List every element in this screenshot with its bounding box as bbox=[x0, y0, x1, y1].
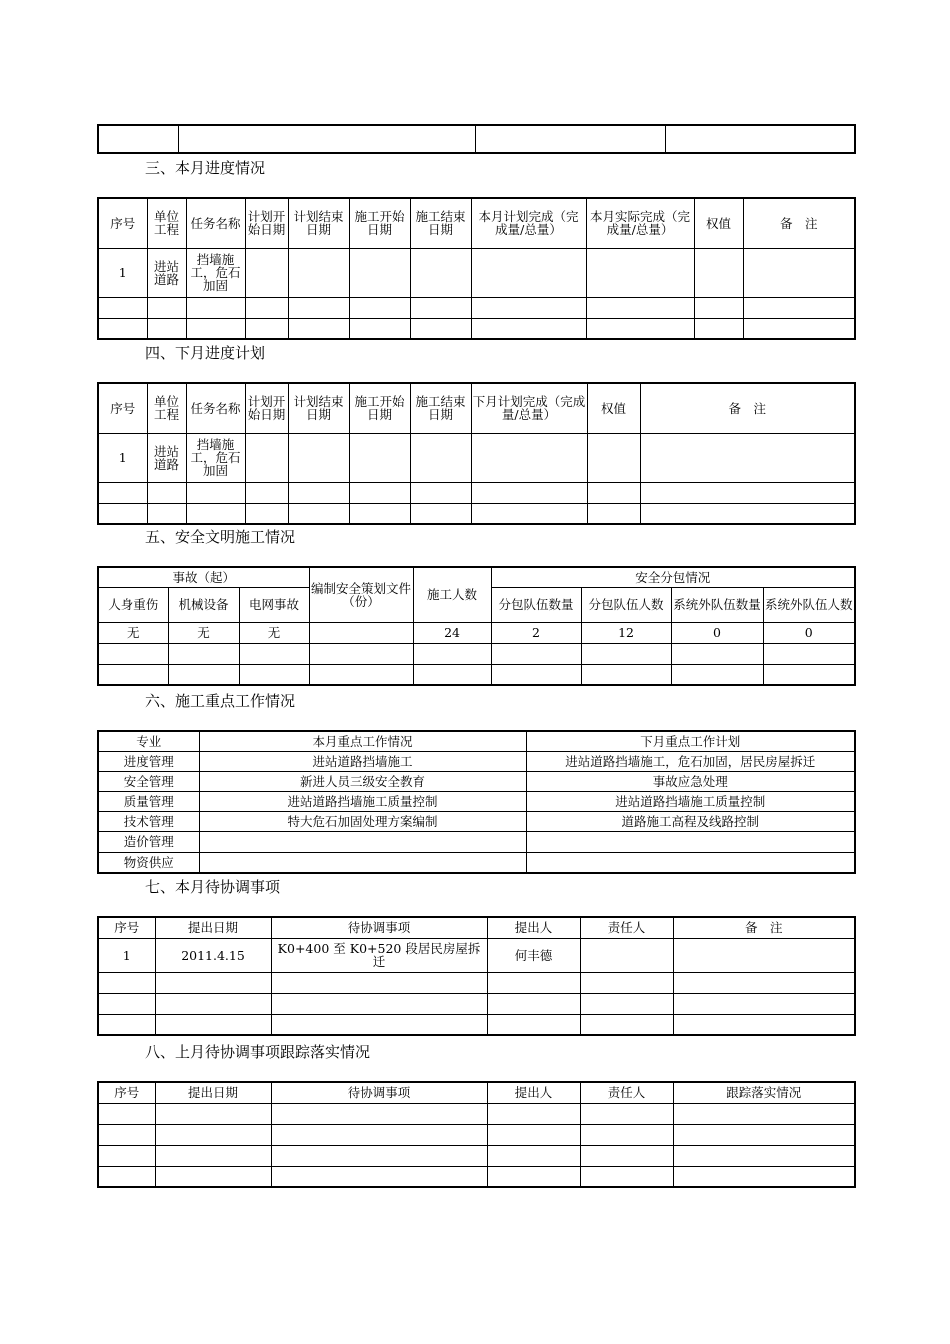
section-title-coordination: 七、本月待协调事项 bbox=[145, 878, 281, 896]
header-cell: 计划开始日期 bbox=[245, 198, 288, 248]
table-cell bbox=[694, 248, 743, 297]
header-cell: 分包队伍数量 bbox=[491, 587, 581, 622]
table-cell: 进站道路 bbox=[147, 433, 186, 482]
header-cell: 本月实际完成（完成量/总量） bbox=[586, 198, 694, 248]
table-cell: K0+400 至 K0+520 段居民房屋拆迁 bbox=[271, 938, 487, 972]
header-cell: 提出人 bbox=[487, 917, 580, 938]
table-cell: 进站道路挡墙施工质量控制 bbox=[526, 791, 855, 811]
header-cell: 权值 bbox=[587, 383, 640, 433]
header-cell: 备 注 bbox=[673, 917, 855, 938]
table-cell: 物资供应 bbox=[98, 852, 199, 873]
table-cell bbox=[98, 125, 178, 153]
progress-this-month-table bbox=[97, 197, 856, 340]
section-title-progress: 三、本月进度情况 bbox=[145, 159, 266, 177]
table-cell: 挡墙施工，危石加固 bbox=[186, 248, 245, 297]
header-cell: 施工人数 bbox=[413, 567, 491, 622]
table-cell bbox=[199, 852, 526, 873]
table-cell: 技术管理 bbox=[98, 811, 199, 831]
table-cell bbox=[410, 433, 471, 482]
header-cell: 责任人 bbox=[580, 917, 673, 938]
table-cell bbox=[410, 248, 471, 297]
table-cell bbox=[309, 622, 413, 643]
header-cell: 提出人 bbox=[487, 1082, 580, 1103]
header-cell: 专业 bbox=[98, 731, 199, 751]
table-cell: 造价管理 bbox=[98, 831, 199, 852]
table-cell bbox=[580, 938, 673, 972]
table-cell bbox=[665, 125, 855, 153]
top-continuation-table bbox=[97, 124, 856, 154]
header-cell: 施工开始日期 bbox=[349, 198, 410, 248]
table-cell: 挡墙施工，危石加固 bbox=[186, 433, 245, 482]
table-cell bbox=[640, 433, 855, 482]
header-cell: 施工开始日期 bbox=[349, 383, 410, 433]
header-cell: 序号 bbox=[98, 198, 147, 248]
table-cell: 安全管理 bbox=[98, 771, 199, 791]
table-cell: 2011.4.15 bbox=[155, 938, 271, 972]
table-cell: 事故应急处理 bbox=[526, 771, 855, 791]
header-cell: 计划开始日期 bbox=[245, 383, 288, 433]
table-cell bbox=[743, 248, 855, 297]
table-cell: 进站道路挡墙施工，危石加固，居民房屋拆迁 bbox=[526, 751, 855, 771]
header-cell: 待协调事项 bbox=[271, 1082, 487, 1103]
header-cell: 责任人 bbox=[580, 1082, 673, 1103]
table-cell: 进站道路 bbox=[147, 248, 186, 297]
table-cell: 1 bbox=[98, 938, 155, 972]
table-cell: 0 bbox=[763, 622, 855, 643]
key-work-table bbox=[97, 730, 856, 874]
header-cell: 序号 bbox=[98, 917, 155, 938]
table-cell bbox=[178, 125, 475, 153]
header-cell: 单位工程 bbox=[147, 383, 186, 433]
table-cell bbox=[526, 852, 855, 873]
table-cell bbox=[199, 831, 526, 852]
header-cell: 备 注 bbox=[640, 383, 855, 433]
table-cell: 无 bbox=[168, 622, 239, 643]
table-cell bbox=[349, 248, 410, 297]
table-cell bbox=[349, 433, 410, 482]
table-cell: 道路施工高程及线路控制 bbox=[526, 811, 855, 831]
table-cell bbox=[471, 433, 587, 482]
header-cell: 权值 bbox=[694, 198, 743, 248]
header-cell: 跟踪落实情况 bbox=[673, 1082, 855, 1103]
table-cell: 0 bbox=[671, 622, 763, 643]
coordination-table bbox=[97, 916, 856, 1036]
header-cell: 本月重点工作情况 bbox=[199, 731, 526, 751]
table-cell bbox=[587, 433, 640, 482]
section-title-plan: 四、下月进度计划 bbox=[145, 344, 266, 362]
table-cell bbox=[475, 125, 665, 153]
header-cell: 施工结束日期 bbox=[410, 198, 471, 248]
header-cell: 备 注 bbox=[743, 198, 855, 248]
table-cell bbox=[288, 433, 349, 482]
header-cell: 下月计划完成（完成量/总量） bbox=[471, 383, 587, 433]
table-cell: 进站道路挡墙施工 bbox=[199, 751, 526, 771]
header-cell: 序号 bbox=[98, 383, 147, 433]
header-cell: 任务名称 bbox=[186, 198, 245, 248]
table-cell: 1 bbox=[98, 248, 147, 297]
table-cell bbox=[245, 433, 288, 482]
header-cell: 编制安全策划文件（份） bbox=[309, 567, 413, 622]
table-cell: 无 bbox=[239, 622, 309, 643]
header-cell: 事故（起） bbox=[98, 567, 309, 587]
table-cell: 24 bbox=[413, 622, 491, 643]
table-cell bbox=[288, 248, 349, 297]
header-cell: 序号 bbox=[98, 1082, 155, 1103]
table-cell: 何丰德 bbox=[487, 938, 580, 972]
safety-table bbox=[97, 566, 856, 686]
header-cell: 人身重伤 bbox=[98, 587, 168, 622]
section-title-safety: 五、安全文明施工情况 bbox=[145, 528, 296, 546]
header-cell: 待协调事项 bbox=[271, 917, 487, 938]
header-cell: 本月计划完成（完成量/总量） bbox=[471, 198, 586, 248]
header-cell: 施工结束日期 bbox=[410, 383, 471, 433]
table-cell bbox=[526, 831, 855, 852]
plan-next-month-table bbox=[97, 382, 856, 525]
table-cell: 进站道路挡墙施工质量控制 bbox=[199, 791, 526, 811]
section-title-followup: 八、上月待协调事项跟踪落实情况 bbox=[145, 1043, 371, 1061]
table-cell bbox=[673, 938, 855, 972]
header-cell: 提出日期 bbox=[155, 917, 271, 938]
table-cell: 进度管理 bbox=[98, 751, 199, 771]
table-cell: 质量管理 bbox=[98, 791, 199, 811]
header-cell: 任务名称 bbox=[186, 383, 245, 433]
header-cell: 机械设备 bbox=[168, 587, 239, 622]
table-cell bbox=[245, 248, 288, 297]
table-cell: 12 bbox=[581, 622, 671, 643]
table-cell: 2 bbox=[491, 622, 581, 643]
followup-table bbox=[97, 1081, 856, 1188]
table-cell bbox=[586, 248, 694, 297]
table-cell: 新进人员三级安全教育 bbox=[199, 771, 526, 791]
header-cell: 计划结束日期 bbox=[288, 383, 349, 433]
header-cell: 提出日期 bbox=[155, 1082, 271, 1103]
table-cell bbox=[471, 248, 586, 297]
header-cell: 系统外队伍人数 bbox=[763, 587, 855, 622]
section-title-key-work: 六、施工重点工作情况 bbox=[145, 692, 296, 710]
table-cell: 1 bbox=[98, 433, 147, 482]
header-cell: 分包队伍人数 bbox=[581, 587, 671, 622]
header-cell: 计划结束日期 bbox=[288, 198, 349, 248]
header-cell: 电网事故 bbox=[239, 587, 309, 622]
table-cell: 特大危石加固处理方案编制 bbox=[199, 811, 526, 831]
header-cell: 单位工程 bbox=[147, 198, 186, 248]
header-cell: 安全分包情况 bbox=[491, 567, 855, 587]
header-cell: 下月重点工作计划 bbox=[526, 731, 855, 751]
table-cell: 无 bbox=[98, 622, 168, 643]
header-cell: 系统外队伍数量 bbox=[671, 587, 763, 622]
